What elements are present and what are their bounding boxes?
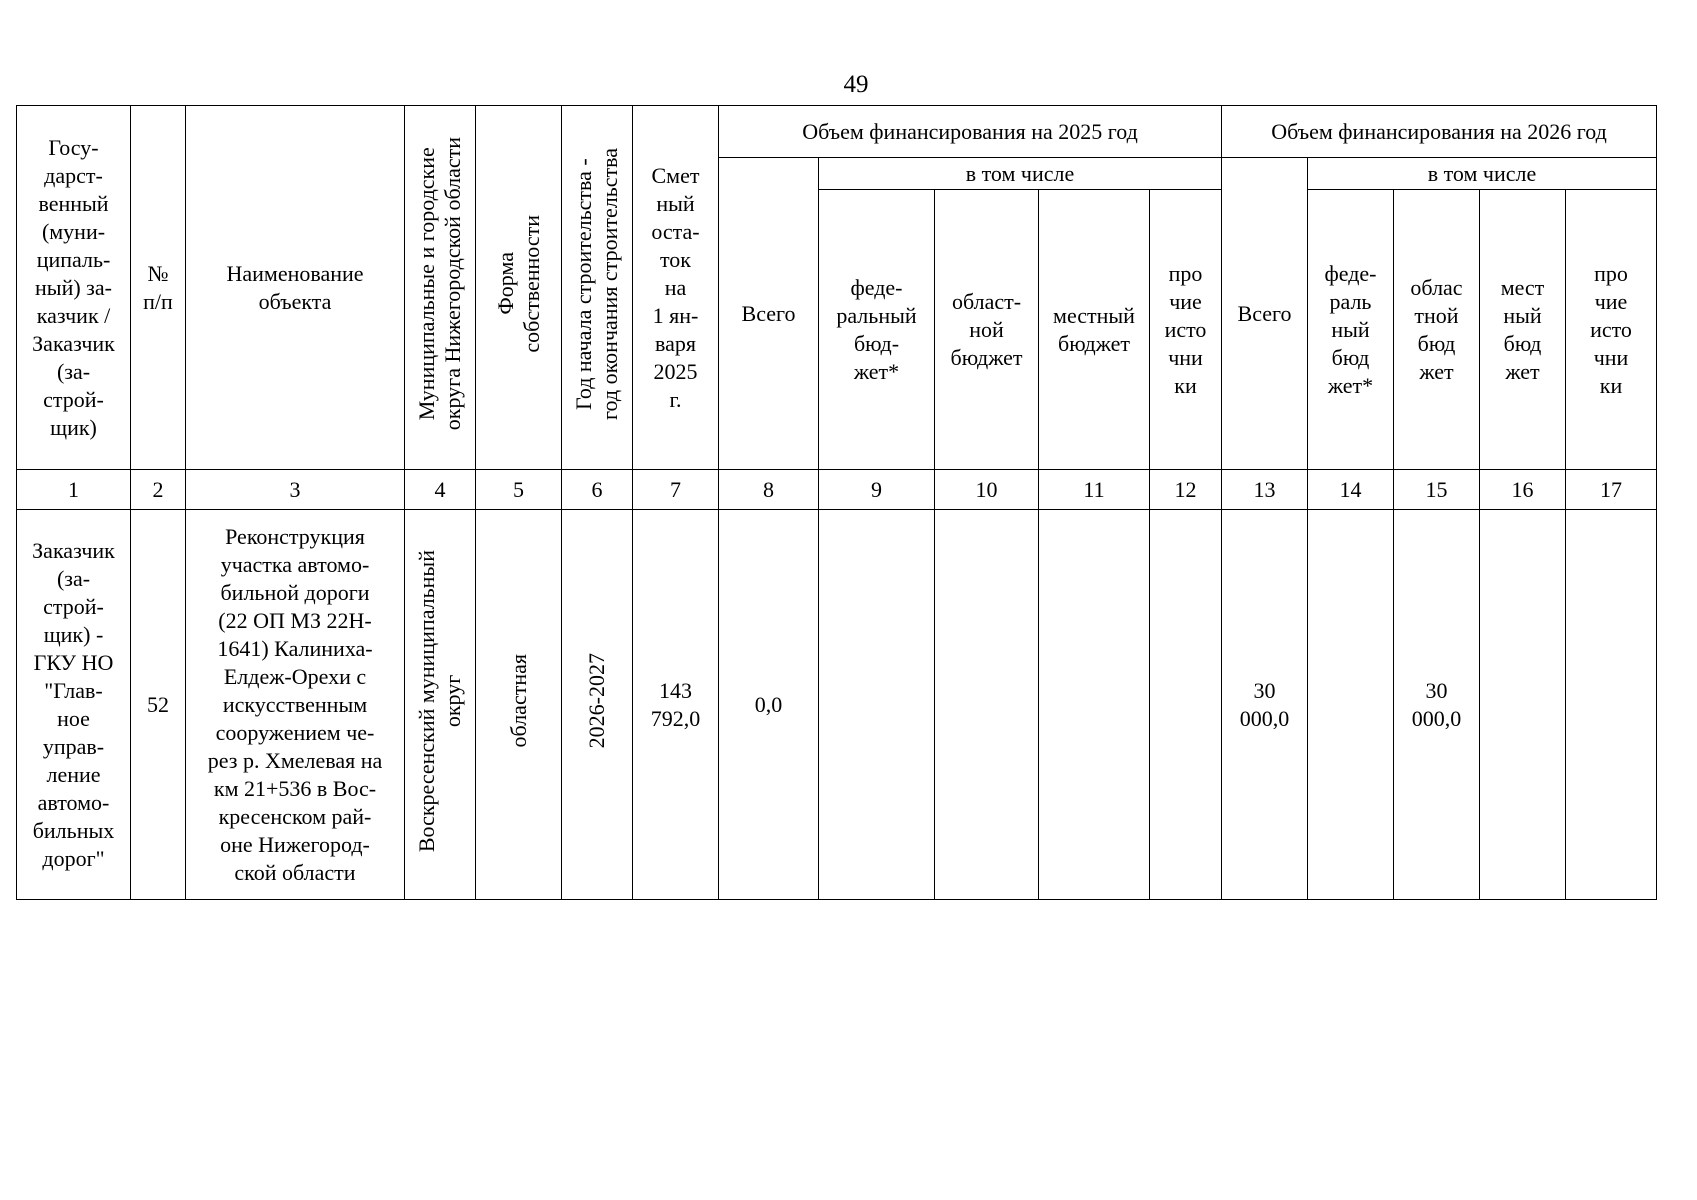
column-number: 2: [131, 470, 186, 510]
header-local-2025: местный бюджет: [1039, 190, 1150, 470]
table-row: [17, 510, 1657, 900]
column-number: 17: [1566, 470, 1657, 510]
column-number: 14: [1308, 470, 1394, 510]
header-federal-2025: феде- ральный бюд- жет*: [819, 190, 935, 470]
cell-total-2025: 0,0: [719, 510, 819, 900]
header-remaining: Смет ный оста- ток на 1 ян- варя 2025 г.: [633, 106, 719, 470]
column-number: 3: [186, 470, 405, 510]
cell-object-name: Реконструкция участка автомо- бильной дороги (22 ОП МЗ 22Н- 1641) Калиниха- Елдеж-Орехи с искусственным сооружением че- рез р. Хмелевая на км 21+536 в Вос- кресенском рай- оне Нижегород- ской области: [186, 510, 405, 900]
column-number: 11: [1039, 470, 1150, 510]
cell-num: 52: [131, 510, 186, 900]
cell-municipality: Воскресенский муниципальный округ: [405, 510, 476, 900]
cell-years: 2026-2027: [562, 510, 633, 900]
column-number: 6: [562, 470, 633, 510]
header-federal-2026: феде- раль ный бюд жет*: [1308, 190, 1394, 470]
column-number: 16: [1480, 470, 1566, 510]
header-fin-2025: Объем финансирования на 2025 год: [719, 106, 1222, 158]
column-number: 10: [935, 470, 1039, 510]
column-number: 5: [476, 470, 562, 510]
column-number: 7: [633, 470, 719, 510]
header-other-2025: про чие исто чни ки: [1150, 190, 1222, 470]
column-number: 1: [17, 470, 131, 510]
investment-table: [16, 105, 1657, 900]
page-number: 49: [843, 71, 869, 98]
column-number: 4: [405, 470, 476, 510]
cell-other-2026: [1566, 510, 1657, 900]
cell-ownership: областная: [476, 510, 562, 900]
header-num: № п/п: [131, 106, 186, 470]
header-total-2025: Всего: [719, 158, 819, 470]
header-including-2026: в том числе: [1308, 158, 1657, 190]
header-regional-2025: област- ной бюджет: [935, 190, 1039, 470]
column-number: 9: [819, 470, 935, 510]
cell-customer: Заказчик (за- строй- щик) - ГКУ НО "Глав- ное управ- ление автомо- бильных дорог": [17, 510, 131, 900]
cell-remaining: 143 792,0: [633, 510, 719, 900]
header-ownership: Форма собственности: [476, 106, 562, 470]
column-number: 13: [1222, 470, 1308, 510]
column-number: 12: [1150, 470, 1222, 510]
cell-regional-2026: 30 000,0: [1394, 510, 1480, 900]
header-including-2025: в том числе: [819, 158, 1222, 190]
header-regional-2026: облас тной бюд жет: [1394, 190, 1480, 470]
header-municipality: Муниципальные и городские округа Нижегородской области: [405, 106, 476, 470]
header-other-2026: про чие исто чни ки: [1566, 190, 1657, 470]
column-number-row: [17, 470, 1657, 510]
column-number: 15: [1394, 470, 1480, 510]
cell-local-2025: [1039, 510, 1150, 900]
cell-total-2026: 30 000,0: [1222, 510, 1308, 900]
header-years: Год начала строительства - год окончания строительства: [562, 106, 633, 470]
header-object-name: Наименование объекта: [186, 106, 405, 470]
header-customer: Госу- дарст- венный (муни- ципаль- ный) за- казчик / Заказчик (за- строй- щик): [17, 106, 131, 470]
header-local-2026: мест ный бюд жет: [1480, 190, 1566, 470]
cell-local-2026: [1480, 510, 1566, 900]
column-number: 8: [719, 470, 819, 510]
header-total-2026: Всего: [1222, 158, 1308, 470]
cell-regional-2025: [935, 510, 1039, 900]
cell-federal-2025: [819, 510, 935, 900]
cell-federal-2026: [1308, 510, 1394, 900]
cell-other-2025: [1150, 510, 1222, 900]
header-fin-2026: Объем финансирования на 2026 год: [1222, 106, 1657, 158]
